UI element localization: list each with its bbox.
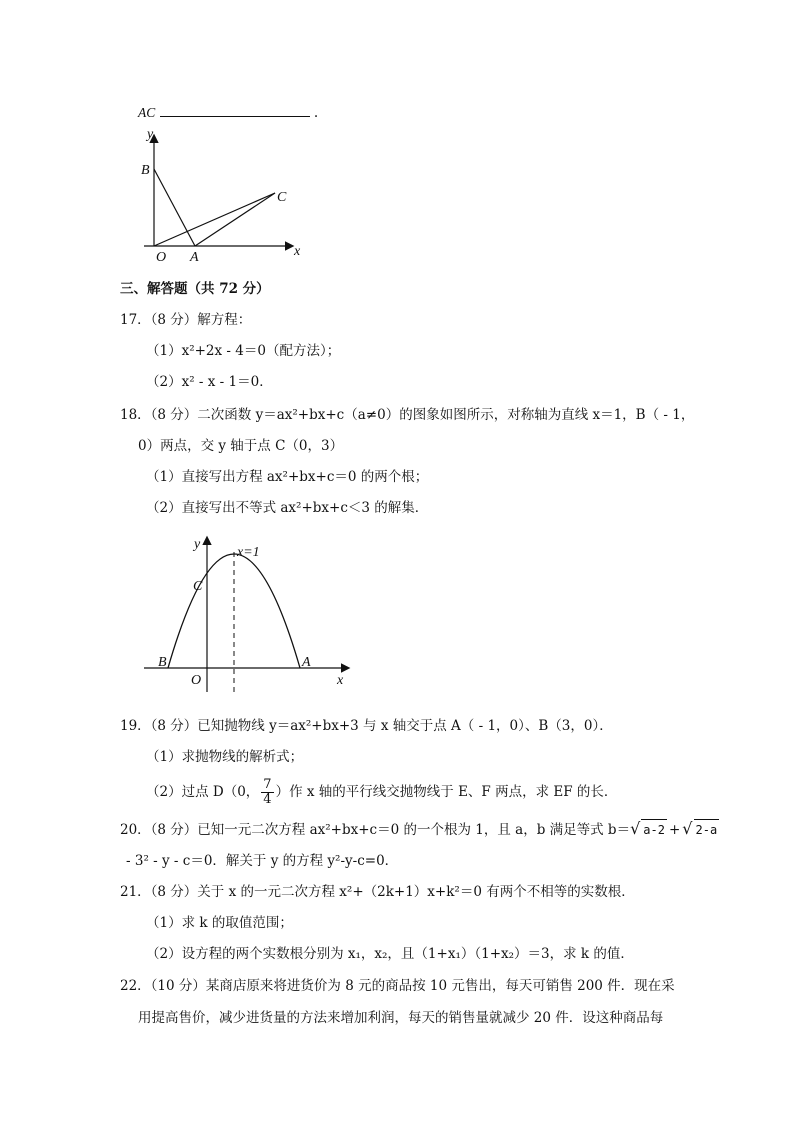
blank-underline [160, 104, 310, 117]
q19-part2 [146, 776, 617, 808]
q22-line1: 22．（10 分）某商店原来将进货价为 8 元的商品按 10 元售出，每天可销售 200 件．现在采 [120, 978, 675, 994]
q20-line1 [120, 819, 719, 840]
fig2-label-x: x [337, 673, 344, 688]
section-heading: 三、解答题（共 72 分） [120, 281, 270, 297]
fill-blank-label: AC [138, 105, 156, 120]
segment-ac [195, 193, 275, 246]
sqrt-icon: √ [630, 819, 641, 838]
fig2-label-y: y [194, 537, 201, 552]
q21-part1: （1）求 k 的取值范围； [146, 915, 293, 931]
fig2-label-a: A [302, 655, 311, 670]
sqrt-term-1: a-2 [641, 819, 667, 840]
fig2-label-o: O [191, 673, 202, 688]
fig1-label-a: A [190, 250, 199, 262]
fill-blank-ac [138, 103, 318, 123]
fraction-denominator: 4 [263, 792, 272, 807]
fig2-label-b: B [158, 655, 167, 670]
fig1-label-o: O [156, 250, 167, 262]
fill-blank-end: . [313, 105, 319, 121]
q21-line1: 21．（8 分）关于 x 的一元二次方程 x²+（2k+1）x+k²＝0 有两个不相等的实数根． [120, 884, 635, 900]
segment-oc [154, 193, 275, 246]
q20-line1-text: 20．（8 分）已知一元二次方程 ax²+bx+c＝0 的一个根为 1，且 a，b 满足等式 b＝ [120, 822, 631, 838]
q19-part1: （1）求抛物线的解析式； [146, 749, 304, 765]
fig1-label-x: x [294, 244, 301, 259]
fig2-label-c: C [193, 579, 203, 594]
figure-triangle-abc [130, 122, 310, 262]
segment-ba [154, 169, 195, 246]
q18-part2: （2）直接写出不等式 ax²+bx+c＜3 的解集． [146, 500, 429, 516]
q17-part2: （2）x² - x - 1＝0． [146, 374, 273, 390]
fig2-label-axis: x=1 [237, 545, 260, 560]
sqrt-term-2: 2-a [694, 819, 720, 840]
fig1-label-c: C [277, 190, 287, 205]
figure-parabola [140, 532, 355, 692]
q20-line2: - 3² - y - c＝0．解关于 y 的方程 y²-y-c=0． [126, 853, 399, 869]
q19-part2-pre: （2）过点 D（0， [146, 784, 260, 800]
q22-line2: 用提高售价，减少进货量的方法来增加利润，每天的销售量就减少 20 件．设这种商品每 [138, 1010, 664, 1026]
fig1-label-y: y [147, 127, 154, 142]
q20-plus: + [668, 822, 681, 838]
fraction-7-4 [261, 778, 273, 807]
q18-part1: （1）直接写出方程 ax²+bx+c＝0 的两个根； [146, 469, 429, 485]
q18-line2: 0）两点，交 y 轴于点 C（0，3） [138, 438, 344, 454]
q19-line1: 19．（8 分）已知抛物线 y＝ax²+bx+3 与 x 轴交于点 A（ - 1，0）、B（3，0）． [120, 718, 613, 734]
q18-line1: 18．（8 分）二次函数 y＝ax²+bx+c（a≠0）的图象如图所示，对称轴为直线 x＝1，B（ - 1， [120, 407, 695, 423]
q17-heading: 17．（8 分）解方程： [120, 312, 252, 328]
sqrt-icon: √ [682, 819, 693, 838]
q19-part2-post: ）作 x 轴的平行线交抛物线于 E、F 两点，求 EF 的长． [275, 784, 618, 800]
q21-part2: （2）设方程的两个实数根分别为 x₁，x₂，且（1+x₁）（1+x₂）＝3，求 k 的值． [146, 946, 634, 962]
fraction-numerator: 7 [263, 777, 272, 792]
q17-part1: （1）x²+2x - 4＝0（配方法）； [146, 343, 341, 359]
fig1-label-b: B [141, 163, 150, 178]
